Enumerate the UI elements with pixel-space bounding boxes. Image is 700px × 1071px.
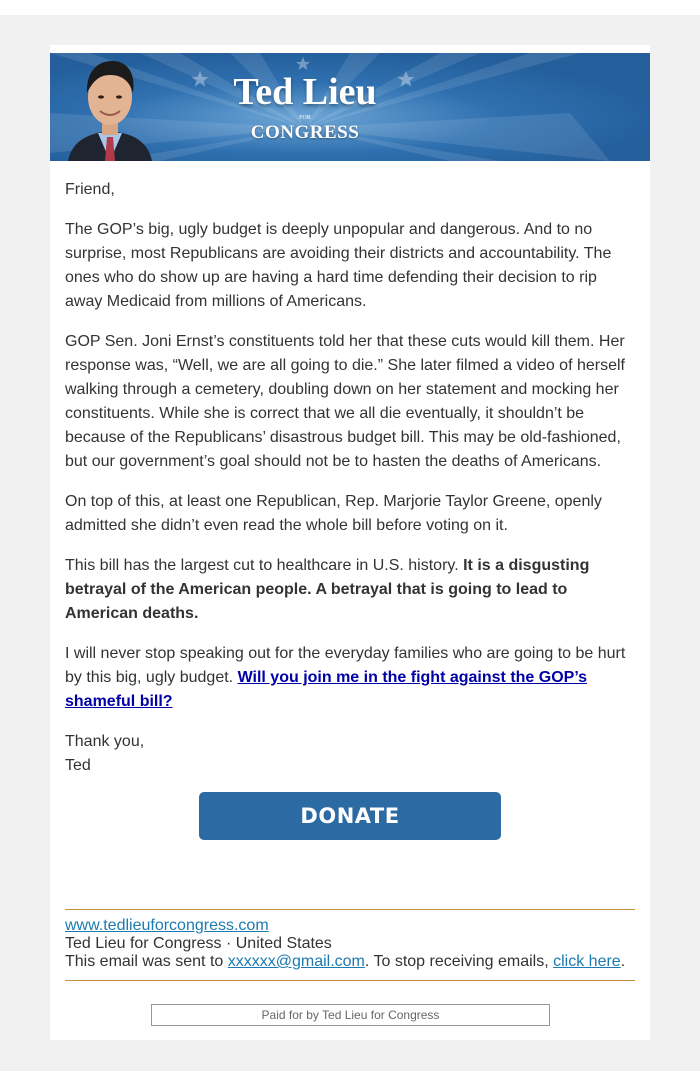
sent-suffix: . <box>620 953 626 970</box>
paragraph-5 <box>65 642 635 714</box>
closing-text: Thank you, <box>65 733 145 750</box>
paid-for-disclaimer: Paid for by Ted Lieu for Congress <box>151 1004 550 1026</box>
top-bar <box>0 0 700 15</box>
candidate-portrait <box>50 53 170 161</box>
email-address-link[interactable]: xxxxxx@gmail.com <box>227 953 365 970</box>
footer-divider-bottom <box>65 980 635 981</box>
footer-divider-top <box>65 909 635 910</box>
join-fight-link[interactable]: Will you join me in the fight against the GOP’s shameful bill? <box>65 669 588 710</box>
sent-prefix: This email was sent to <box>65 953 228 970</box>
header-for-text: FOR <box>299 115 311 121</box>
greeting: Friend, <box>65 181 115 198</box>
paragraph-4-plain: This bill has the largest cut to healthcare in U.S. history. <box>65 557 464 574</box>
header-name-title: Ted Lieu <box>233 71 377 113</box>
paragraph-3: On top of this, at least one Republican, Rep. Marjorie Taylor Greene, openly admitted she didn’t even read the whole bill before voting on it. <box>65 493 602 534</box>
paragraph-4-bold: It is a disgusting betrayal of the American people. A betrayal that is going to lead to American deaths. <box>65 557 590 622</box>
donate-button[interactable]: DONATE <box>199 792 501 840</box>
header-banner <box>50 53 650 161</box>
paragraph-5-plain: I will never stop speaking out for the everyday families who are going to be hurt by this big, ugly budget. <box>65 645 626 686</box>
email-body <box>65 178 635 778</box>
paragraph-2: GOP Sen. Joni Ernst’s constituents told her that these cuts would kill them. Her response was, “Well, we are all going to die.” She later filmed a video of herself walking through a cemetery, doubling down on her statement and mocking her constituents. While she is correct that we all die eventually, it shouldn’t be because of the Republicans’ disastrous budget bill. This may be old-fashioned, but our government’s goal should not be to hasten the deaths of Americans. <box>65 333 625 470</box>
header-congress-title: CONGRESS <box>250 122 360 143</box>
signature-text: Ted <box>65 757 91 774</box>
sent-middle: . To stop receiving emails, <box>364 953 554 970</box>
website-link[interactable]: www.tedlieuforcongress.com <box>65 917 269 934</box>
paragraph-1: The GOP’s big, ugly budget is deeply unpopular and dangerous. And to no surprise, most Republicans are avoiding their districts and accountability. The ones who do show up are having a hard time defending their decision to rip away Medicaid from millions of Americans. <box>65 221 612 310</box>
signoff <box>65 730 635 778</box>
sent-to-line <box>65 953 645 971</box>
footer <box>65 917 645 971</box>
paragraph-4 <box>65 554 635 626</box>
org-line: Ted Lieu for Congress · United States <box>65 935 332 952</box>
unsubscribe-link[interactable]: click here <box>553 953 621 970</box>
email-card <box>50 45 650 1040</box>
